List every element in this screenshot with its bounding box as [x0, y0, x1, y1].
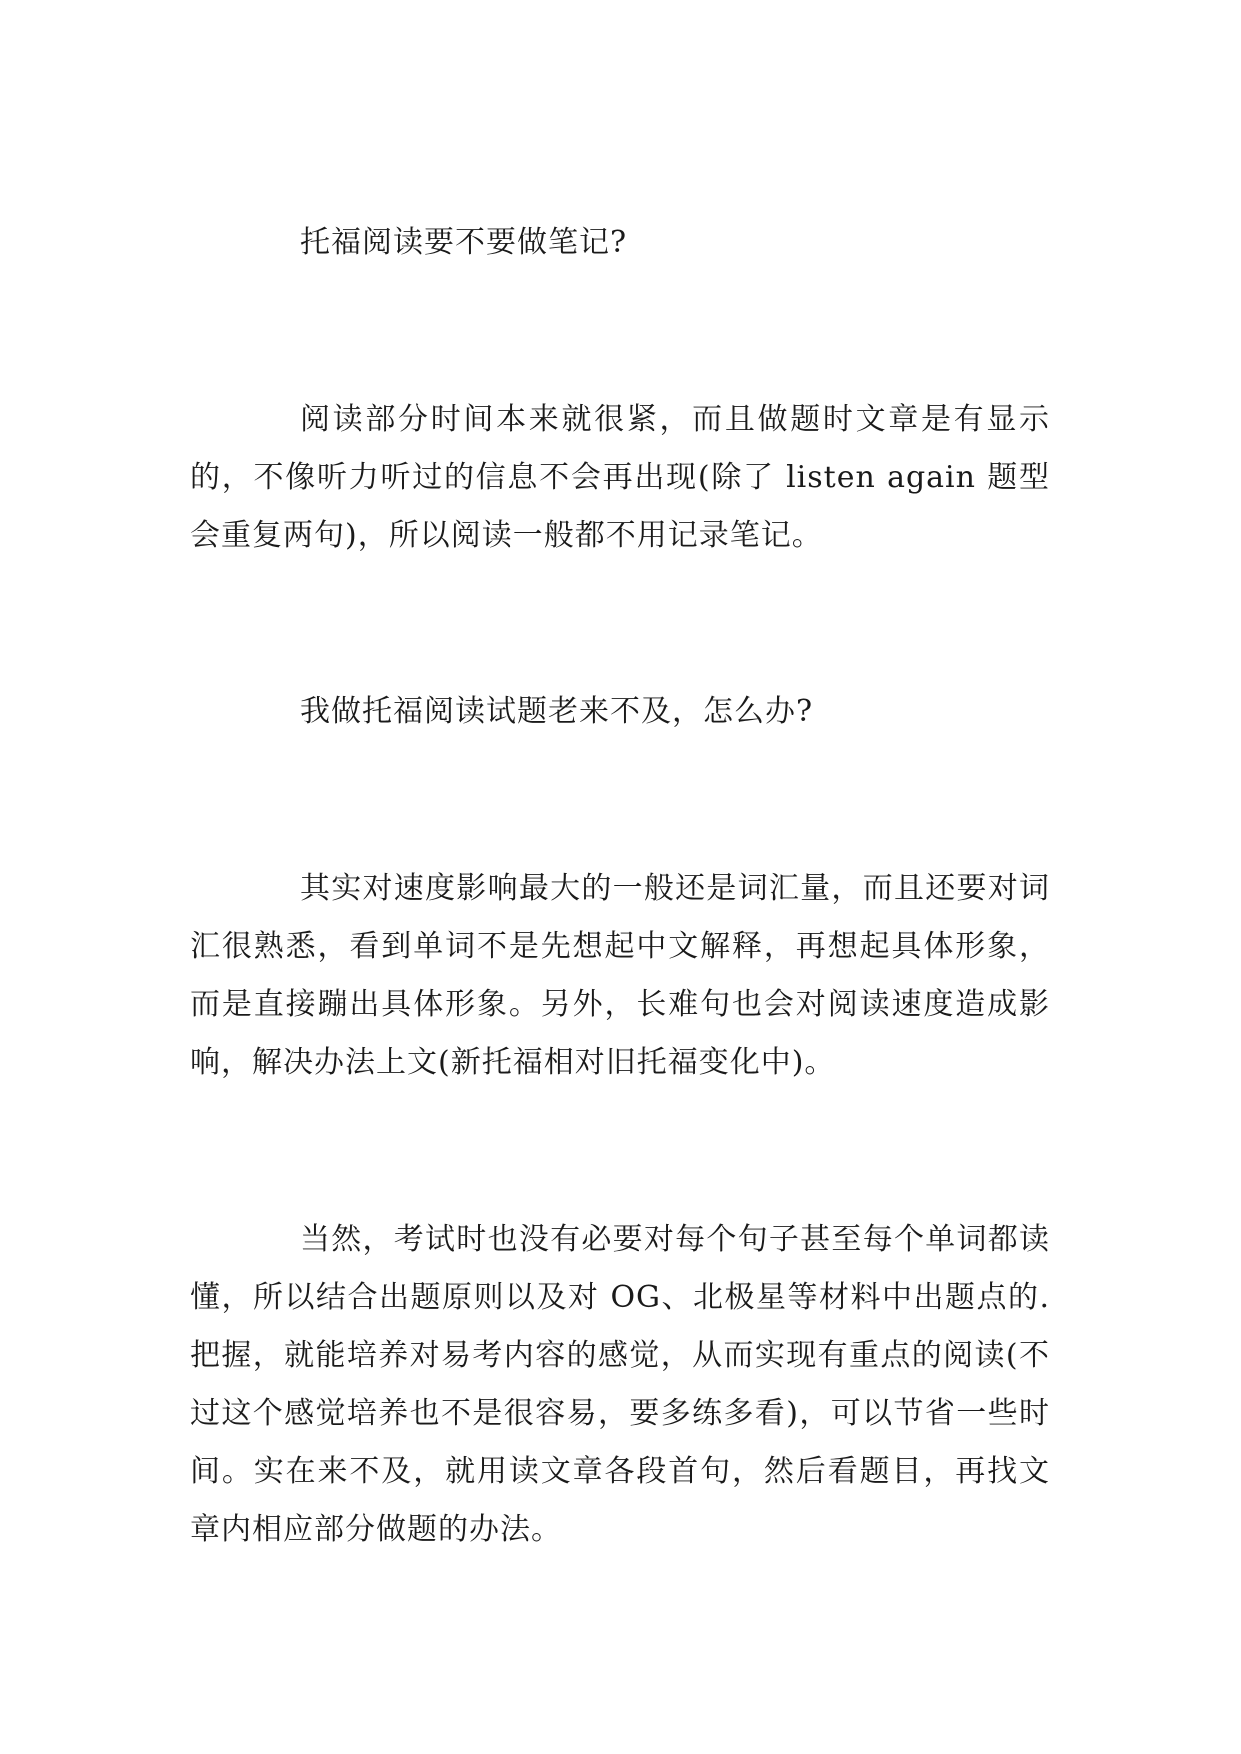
answer-paragraph: 其实对速度影响最大的一般还是词汇量，而且还要对词汇很熟悉，看到单词不是先想起中文解释，再想起具体形象，而是直接蹦出具体形象。另外，长难句也会对阅读速度造成影响，解决办法上文(新托福相对旧托福变化中)。: [190, 871, 1050, 1080]
question-heading: 我做托福阅读试题老来不及，怎么办?: [300, 694, 814, 729]
answer-paragraph: 当然，考试时也没有必要对每个句子甚至每个单词都读懂，所以结合出题原则以及对 OG、北极星等材料中出题点的.把握，就能培养对易考内容的感觉，从而实现有重点的阅读(不过这个感觉培养也不是很容易，要多练多看)，可以节省一些时间。实在来不及，就用读文章各段首句，然后看题目，再找文章内相应部分做题的办法。: [190, 1222, 1050, 1547]
answer-paragraph: 阅读部分时间本来就很紧，而且做题时文章是有显示的，不像听力听过的信息不会再出现(除了 listen again 题型会重复两句)，所以阅读一般都不用记录笔记。: [190, 402, 1050, 553]
question-heading: 托福阅读要不要做笔记?: [300, 225, 628, 260]
